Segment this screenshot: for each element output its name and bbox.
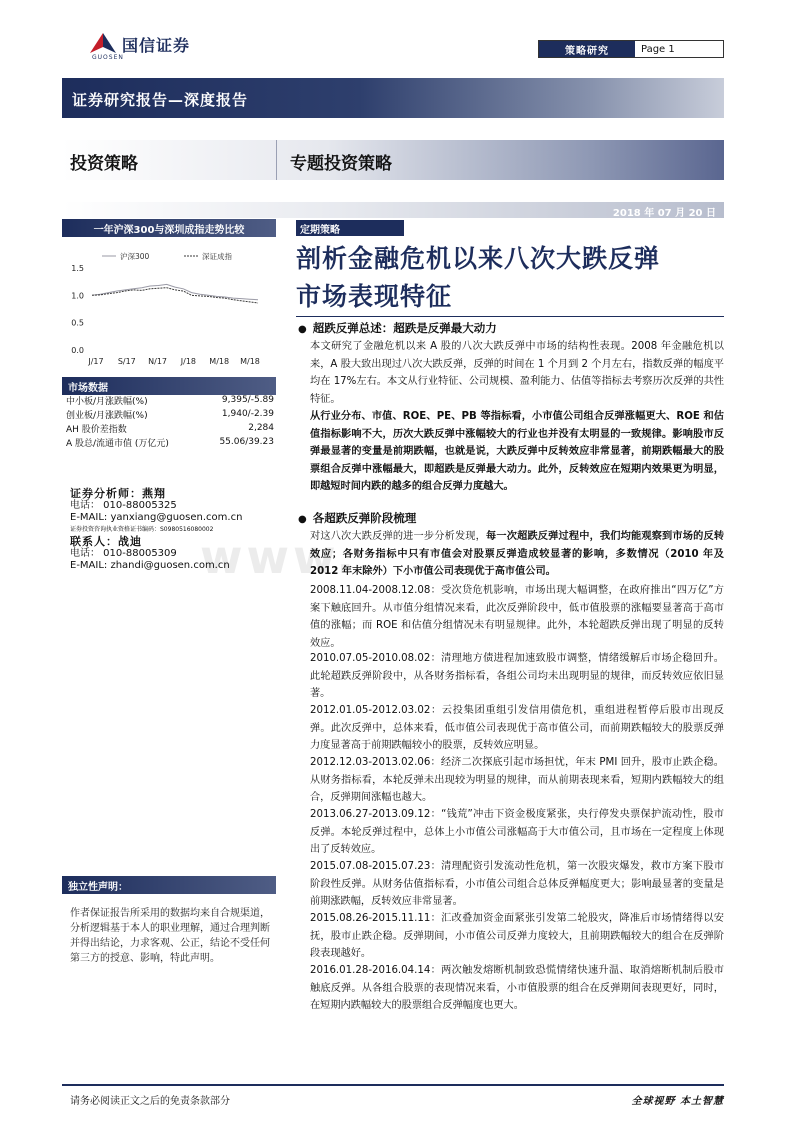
title-divider	[296, 316, 724, 317]
x-tick-label: J/18	[180, 357, 197, 366]
paragraph-1: 本文研究了金融危机以来 A 股的八次大跌反弹中市场的结构性表现。2008 年金融危机以来，A 股大致出现过八次大跌反弹，反弹的时间在 1 个月到 2 个月左右，指数反弹的幅度平均在 17%左右。本文从行业特征、公司规模、盈利能力、估值等指标去考察历次反弹的共性特征。	[310, 341, 724, 405]
footer-slogan: 全球视野 本土智慧	[631, 1096, 724, 1107]
section-divider	[276, 140, 277, 180]
watermark: www.	[200, 530, 359, 584]
section-banner	[62, 140, 724, 180]
paragraph-2: 从行业分布、市值、ROE、PE、PB 等指标看，小市值公司组合反弹涨幅更大、ROE 和估值指标影响不大，历次大跌反弹中涨幅较大的行业也并没有太明显的一致规律。影响股市反弹最显著的变量是前期跌幅，也就是说，大跌反弹中反转效应非常显著，前期跌幅最大的股票组合反弹中涨幅最大，即超跌是反弹最大动力。此外，反转效应在短期内效果更为明显，即越短时间内跌的越多的组合反弹力度越大。	[310, 411, 724, 492]
x-tick-label: M/18	[209, 357, 230, 366]
row-label: 创业板/月涨跌幅(%)	[66, 410, 148, 421]
x-tick-label: M/18	[240, 357, 260, 366]
section-right: 专题投资策略	[290, 154, 392, 174]
date-bar	[62, 202, 724, 218]
section-left: 投资策略	[70, 154, 138, 174]
paragraph-6: 2012.01.05-2012.03.02：云投集团重组引发信用债危机，重组进程暂停后股市出现反弹。此次反弹中，总体来看，低市值公司表现优于高市值公司，而前期跌幅较大的股票反弹力度显著高于前期跌幅较小的股票，反转效应明显。	[310, 705, 724, 751]
independence-title: 独立性声明：	[62, 876, 276, 894]
y-tick-label: 1.5	[71, 264, 84, 273]
row-label: 中小板/月涨跌幅(%)	[66, 396, 148, 407]
category-tag: 定期策略	[296, 220, 404, 236]
market-data-title: 市场数据	[62, 377, 276, 395]
x-tick-label: S/17	[117, 357, 136, 366]
analyst1-title: 证券分析师：燕翔	[70, 487, 166, 500]
row-value: 1,940/-2.39	[221, 409, 274, 419]
paragraph-4: 2008.11.04-2008.12.08：受次贷危机影响，市场出现大幅调整，在政府推出“四万亿”方案下触底回升。从市值分组情况来看，此次反弹阶段中，低市值股票的涨幅要显著高于高市值的涨幅；而 ROE 和估值分组情况未有明显规律。此外，本轮超跌反弹出现了明显的反转效应。	[310, 585, 724, 649]
report-title	[296, 240, 724, 316]
header-tag	[538, 40, 724, 58]
title-line-2: 市场表现特征	[296, 282, 453, 311]
paragraph-9: 2015.07.08-2015.07.23：清理配资引发流动性危机，第一次股灾爆发，救市方案下股市阶段性反弹。从财务估值指标看，小市值公司组合总体反弹幅度更大；影响最显著的变量是前期涨跌幅，反转效应非常显著。	[310, 861, 724, 907]
paragraph-8: 2013.06.27-2013.09.12：“钱荒”冲击下资金极度紧张，央行停发央票保护流动性，股市反弹。本轮反弹过程中，总体上小市值公司涨幅高于大市值公司，且市场在一定程度上体现出了反转效应。	[310, 809, 724, 855]
analyst-info	[70, 488, 242, 572]
bullet-heading-1: ● 超跌反弹总述：超跌是反弹最大动力	[298, 320, 497, 336]
report-date: 2018 年 07 月 20 日	[612, 208, 716, 219]
analyst1-phone: 电话： 010-88005325	[70, 500, 177, 511]
title-line-1: 剖析金融危机以来八次大跌反弹	[296, 244, 661, 273]
chart-title: 一年沪深300与深圳成指走势比较	[62, 219, 276, 237]
y-tick-label: 0.5	[71, 318, 84, 328]
y-tick-label: 1.0	[71, 291, 84, 301]
row-value: 9,395/-5.89	[221, 395, 274, 405]
paragraph-11: 2016.01.28-2016.04.14：两次触发熔断机制致恐慌情绪快速升温、取消熔断机制后股市触底反弹。从各组合股票的表现情况来看，小市值股票的组合在反弹期间表现更好，同时，在短期内跌幅较大的股票组合反弹幅度也更大。	[310, 965, 724, 1011]
series-line-2	[92, 288, 258, 303]
company-logo-icon	[90, 33, 116, 53]
y-tick-label: 0.0	[71, 346, 84, 355]
index-comparison-chart	[62, 240, 276, 370]
row-value: 55.06/39.23	[219, 437, 274, 447]
analyst2-phone: 电话： 010-88005309	[70, 548, 177, 559]
footer-divider	[62, 1084, 724, 1086]
analyst2-email[interactable]: E-MAIL: zhandi@guosen.com.cn	[70, 560, 230, 571]
report-type-banner	[62, 78, 724, 118]
legend-label: 深证成指	[202, 252, 232, 261]
p3-bold: 每一次超跌反弹过程中，我们均能观察到市场的反转效应；各财务指标中只有市值会对股票反弹造成较显著的影响，多数情况（2010 年及 2012 年末除外）下小市值公司表现优于高市值公司。	[310, 531, 725, 577]
x-tick-label: J/17	[88, 357, 104, 366]
row-label: A 股总/流通市值 (万亿元)	[66, 438, 169, 449]
paragraph-5: 2010.07.05-2010.08.02：清理地方债进程加速致股市调整，情绪缓解后市场企稳回升。此轮超跌反弹阶段中，从各财务指标看，各组公司均未出现明显的规律，而反转效应依旧显著。	[310, 653, 724, 699]
analyst1-cert: 证券投资咨询执业资格证书编码：S0980516080002	[70, 526, 214, 533]
p3-plain: 对这八次大跌反弹的进一步分析发现，	[310, 531, 487, 542]
footer-disclaimer: 请务必阅读正文之后的免责条款部分	[70, 1096, 230, 1107]
market-data-table	[66, 393, 274, 449]
market-data-row	[66, 393, 274, 407]
logo-text: 国信证券	[122, 36, 191, 55]
paragraph-3	[310, 528, 724, 581]
paragraph-7: 2012.12.03-2013.02.06：经济二次探底引起市场担忧，年末 PMI 回升，股市止跌企稳。从财务指标看，本轮反弹未出现较为明显的规律，而从前期表现来看，短期内跌幅较大的组合，反弹期间涨幅也越大。	[310, 757, 724, 803]
series-line-1	[92, 284, 258, 299]
legend-label: 沪深300	[120, 252, 150, 261]
paragraph-10: 2015.08.26-2015.11.11：汇改叠加资金面紧张引发第二轮股灾，降准后市场情绪得以安抚，股市止跌企稳。反弹期间，小市值公司反弹力度较大，且前期跌幅较大的组合在反弹阶段表现越好。	[310, 913, 724, 959]
x-tick-label: N/17	[148, 357, 168, 366]
row-label: AH 股价差指数	[66, 424, 127, 435]
category-label: 策略研究	[539, 41, 635, 57]
analyst2-title: 联系人：战迪	[70, 535, 142, 548]
market-data-row	[66, 407, 274, 421]
market-data-row	[66, 435, 274, 449]
market-data-row	[66, 421, 274, 435]
bullet-heading-2: ● 各超跌反弹阶段梳理	[298, 510, 416, 526]
analyst1-email[interactable]: E-MAIL: yanxiang@guosen.com.cn	[70, 512, 243, 523]
independence-text: 作者保证报告所采用的数据均来自合规渠道，分析逻辑基于本人的职业理解，通过合理判断并得出结论，力求客观、公正，结论不受任何第三方的授意、影响，特此声明。	[70, 908, 270, 964]
logo-subtext: GUOSEN	[92, 54, 124, 61]
report-type: 证券研究报告—深度报告	[72, 91, 249, 109]
page-number: Page 1	[641, 43, 675, 55]
row-value: 2,284	[248, 423, 274, 433]
